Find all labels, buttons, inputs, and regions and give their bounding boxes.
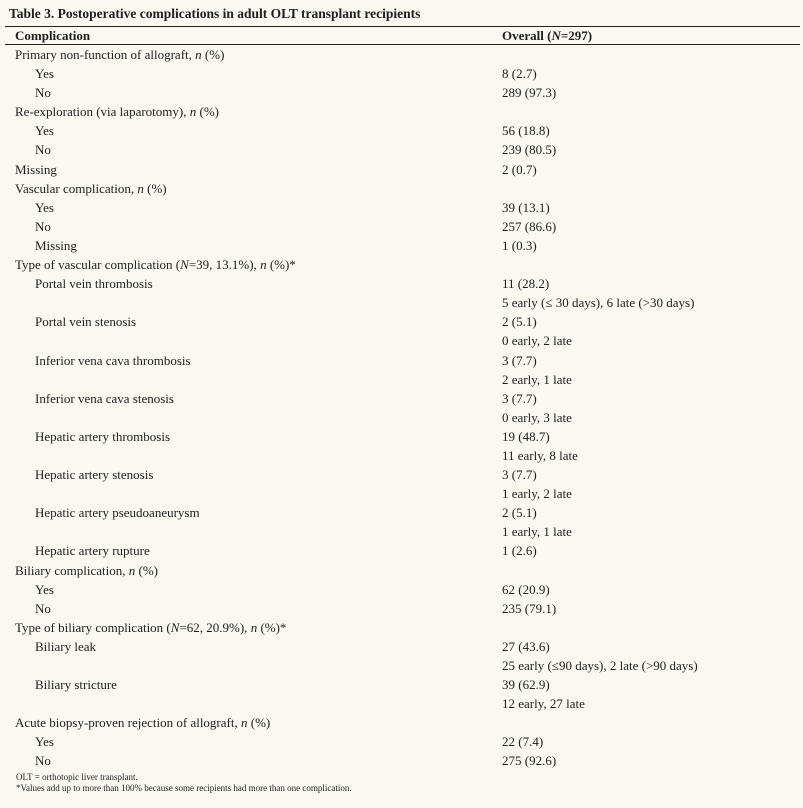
row-value: 2 (5.1)	[502, 314, 537, 330]
table-row	[5, 198, 800, 217]
row-label: No	[35, 753, 51, 769]
row-value	[502, 102, 800, 121]
row-label: No	[35, 600, 51, 616]
row-value	[502, 561, 800, 580]
row-value	[502, 713, 800, 732]
row-label: Hepatic artery stenosis	[35, 467, 154, 483]
row-value: 19 (48.7)	[502, 428, 550, 444]
row-label: Hepatic artery rupture	[35, 543, 150, 559]
table-body	[5, 45, 800, 771]
row-label: Re-exploration (via laparotomy), n (%)	[15, 104, 219, 120]
row-label: Type of vascular complication (N=39, 13.1%), n (%)*	[15, 257, 296, 273]
row-value	[502, 179, 800, 198]
row-value	[502, 618, 800, 637]
row-value: 1 early, 1 late	[502, 524, 572, 540]
row-value	[502, 255, 800, 274]
row-value: 62 (20.9)	[502, 581, 550, 597]
table-row	[5, 408, 800, 427]
row-value: 235 (79.1)	[502, 600, 557, 616]
table-row	[5, 236, 800, 255]
table-row	[5, 274, 800, 293]
row-label: No	[35, 142, 51, 158]
row-label: Yes	[35, 66, 54, 82]
row-value: 22 (7.4)	[502, 734, 544, 750]
row-value: 11 early, 8 late	[502, 447, 578, 463]
table-row	[5, 351, 800, 370]
row-label: Type of biliary complication (N=62, 20.9%), n (%)*	[15, 619, 287, 635]
table-row	[5, 140, 800, 159]
row-label: Missing	[15, 161, 57, 177]
table-row	[5, 694, 800, 713]
table-row	[5, 618, 800, 637]
row-value: 239 (80.5)	[502, 142, 557, 158]
table-row	[5, 389, 800, 408]
table-row	[5, 293, 800, 312]
row-label	[5, 370, 502, 389]
row-value: 25 early (≤90 days), 2 late (>90 days)	[502, 658, 698, 673]
row-label: Inferior vena cava stenosis	[35, 390, 174, 406]
footnote-values: *Values add up to more than 100% because some recipients had more than one complication.	[16, 783, 352, 793]
row-label	[5, 522, 502, 541]
row-value: 2 (0.7)	[502, 161, 537, 177]
table-row	[5, 503, 800, 522]
row-label: Portal vein stenosis	[35, 314, 137, 330]
row-value: 5 early (≤ 30 days), 6 late (>30 days)	[502, 295, 695, 311]
row-value: 1 (2.6)	[502, 543, 537, 559]
row-label: Biliary leak	[35, 638, 97, 654]
row-value: 275 (92.6)	[502, 753, 557, 769]
row-label	[5, 331, 502, 350]
row-label: Yes	[35, 123, 54, 139]
table-row	[5, 255, 800, 274]
row-value: 56 (18.8)	[502, 123, 550, 139]
row-label: Hepatic artery thrombosis	[35, 428, 171, 444]
table-row	[5, 45, 800, 64]
row-label	[5, 484, 502, 503]
table-footnotes	[16, 772, 352, 794]
row-value: 39 (13.1)	[502, 199, 550, 215]
row-value: 2 early, 1 late	[502, 371, 572, 387]
row-value: 8 (2.7)	[502, 66, 537, 82]
header-complication: Complication	[15, 28, 91, 43]
table-row	[5, 580, 800, 599]
table-row	[5, 217, 800, 236]
row-label: Hepatic artery pseudoaneurysm	[35, 505, 200, 521]
table-title: Table 3. Postoperative complications in adult OLT transplant recipients	[9, 6, 421, 21]
row-value: 0 early, 2 late	[502, 333, 572, 349]
row-value: 39 (62.9)	[502, 677, 550, 693]
row-label	[5, 694, 502, 713]
row-label: No	[35, 218, 51, 234]
row-value: 289 (97.3)	[502, 85, 557, 101]
row-value: 2 (5.1)	[502, 505, 537, 521]
table-row	[5, 599, 800, 618]
table-header	[5, 27, 800, 44]
table-row	[5, 637, 800, 656]
table-row	[5, 160, 800, 179]
table-row	[5, 64, 800, 83]
row-value: 1 early, 2 late	[502, 486, 572, 502]
row-label: Yes	[35, 734, 54, 750]
row-label: No	[35, 85, 51, 101]
row-label: Missing	[35, 237, 77, 253]
footnote-abbrev: OLT = orthotopic liver transplant.	[16, 772, 138, 782]
table-row	[5, 427, 800, 446]
table-row	[5, 522, 800, 541]
table-row	[5, 484, 800, 503]
row-value: 3 (7.7)	[502, 352, 537, 368]
row-label: Primary non-function of allograft, n (%)	[15, 47, 225, 62]
table-row	[5, 561, 800, 580]
table-row	[5, 83, 800, 102]
row-value	[502, 45, 800, 64]
table-row	[5, 541, 800, 560]
table-row	[5, 179, 800, 198]
row-value: 27 (43.6)	[502, 638, 550, 654]
row-label: Yes	[35, 199, 54, 215]
row-label: Yes	[35, 581, 54, 597]
row-label	[5, 293, 502, 312]
table-row	[5, 675, 800, 694]
table-row	[5, 102, 800, 121]
row-label: Biliary complication, n (%)	[15, 562, 158, 578]
table-row	[5, 713, 800, 732]
table-row	[5, 446, 800, 465]
row-label	[5, 446, 502, 465]
table-row	[5, 465, 800, 484]
table-row	[5, 331, 800, 350]
row-label: Acute biopsy-proven rejection of allograft, n (%)	[15, 715, 271, 731]
table-row	[5, 751, 800, 770]
table-row	[5, 656, 800, 675]
row-value: 1 (0.3)	[502, 237, 537, 253]
row-value: 11 (28.2)	[502, 276, 550, 292]
table-row	[5, 312, 800, 331]
table-row	[5, 121, 800, 140]
row-label: Biliary stricture	[35, 677, 117, 693]
row-value: 257 (86.6)	[502, 218, 557, 234]
header-overall: Overall (N=297)	[502, 28, 593, 43]
row-label: Portal vein thrombosis	[35, 276, 153, 292]
row-value: 3 (7.7)	[502, 390, 537, 406]
table-row	[5, 370, 800, 389]
row-label	[5, 408, 502, 427]
row-value: 12 early, 27 late	[502, 696, 585, 712]
row-label	[5, 656, 502, 675]
row-label: Vascular complication, n (%)	[15, 180, 167, 196]
row-label: Inferior vena cava thrombosis	[35, 352, 191, 368]
table-row	[5, 732, 800, 751]
row-value: 3 (7.7)	[502, 467, 537, 483]
row-value: 0 early, 3 late	[502, 409, 572, 425]
